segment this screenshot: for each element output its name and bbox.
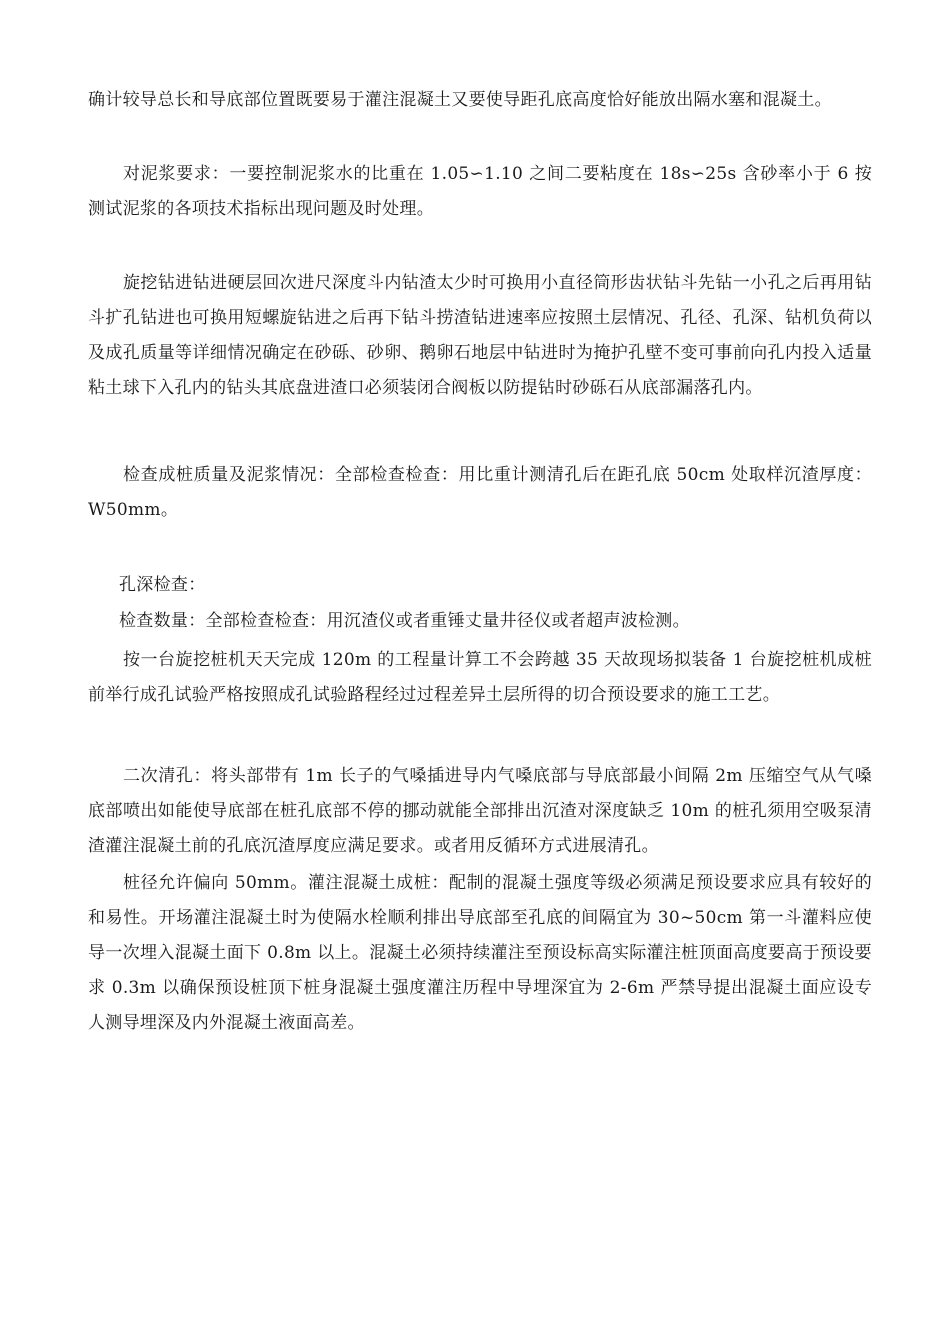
paragraph-pile-quality-check: 检查成桩质量及泥浆情况：全部检查检查：用比重计测清孔后在距孔底 50cm 处取样沉渣厚度：W50mm。 [88, 465, 872, 520]
paragraph-production-plan: 按一台旋挖桩机天天完成 120m 的工程量计算工不会跨越 35 天故现场拟装备 1 台旋挖桩机成桩前举行成孔试验严格按照成孔试验路程经过过程差异土层所得的切合预设要求的施工工艺。 [88, 650, 872, 705]
paragraph-inspection-quantity: 检查数量：全部检查检查：用沉渣仪或者重锤丈量井径仪或者超声波检测。 [119, 611, 690, 631]
paragraph-intro-continuation: 确计较导总长和导底部位置既要易于灌注混凝土又要使导距孔底高度恰好能放出隔水塞和混凝土。 [88, 90, 832, 110]
paragraph-concrete-pouring: 桩径允许偏向 50mm。灌注混凝土成桩：配制的混凝土强度等级必须满足预设要求应具有较好的和易性。开场灌注混凝土时为使隔水栓顺利排出导底部至孔底的间隔宜为 30~50cm 第一斗灌料应使导一次埋入混凝土面下 0.8m 以上。混凝土必须持续灌注至预设标高实际灌注桩顶面高度要高于预设要求 0.3m 以确保预设桩顶下桩身混凝土强度灌注历程中导埋深宜为 2-6m 严禁导提出混凝土面应设专人测导埋深及内外混凝土液面高差。 [88, 873, 872, 1033]
heading-hole-depth-check: 孔深检查： [119, 575, 206, 595]
paragraph-rotary-drilling: 旋挖钻进钻进硬层回次进尺深度斗内钻渣太少时可换用小直径筒形齿状钻斗先钻一小孔之后再用钻斗扩孔钻进也可换用短螺旋钻进之后再下钻斗捞渣钻进速率应按照土层情况、孔径、孔深、钻机负荷以及成孔质量等详细情况确定在砂砾、砂卵、鹅卵石地层中钻进时为掩护孔壁不变可事前向孔内投入适量粘土球下入孔内的钻头其底盘进渣口必须装闭合阀板以防提钻时砂砾石从底部漏落孔内。 [88, 273, 872, 398]
paragraph-secondary-cleaning: 二次清孔：将头部带有 1m 长子的气嗓插进导内气嗓底部与导底部最小间隔 2m 压缩空气从气嗓底部喷出如能使导底部在桩孔底部不停的挪动就能全部排出沉渣对深度缺乏 10m 的桩孔须用空吸泵清渣灌注混凝土前的孔底沉渣厚度应满足要求。或者用反循环方式进展清孔。 [88, 766, 872, 856]
paragraph-mud-requirements: 对泥浆要求：一要控制泥浆水的比重在 1.05∽1.10 之间二要粘度在 18s∽25s 含砂率小于 6 按测试泥浆的各项技术指标出现问题及时处理。 [88, 164, 872, 219]
